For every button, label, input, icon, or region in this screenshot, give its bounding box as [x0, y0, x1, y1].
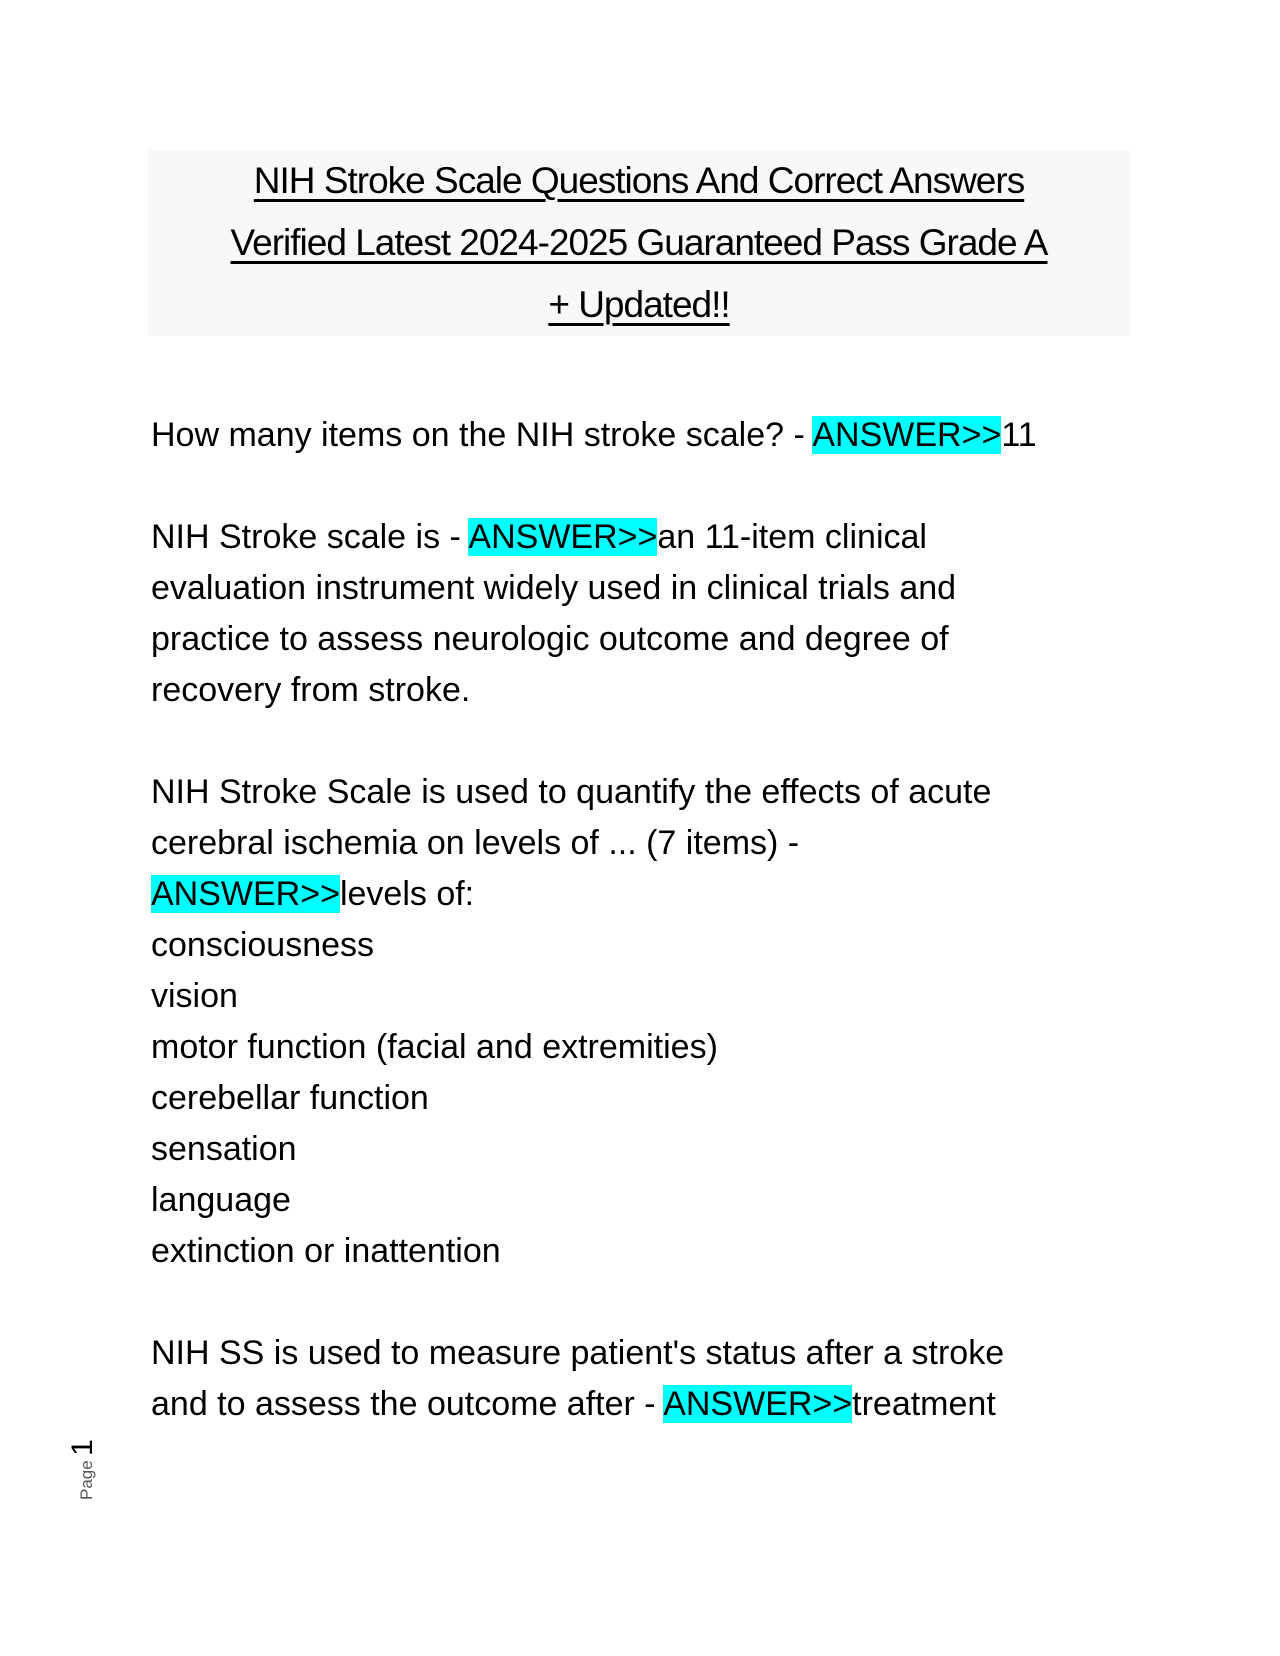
answer-marker: ANSWER>> [812, 416, 1002, 454]
answer-text-line: recovery from stroke. [151, 671, 471, 709]
page-label: Page [77, 1460, 96, 1500]
answer-marker: ANSWER>> [468, 518, 658, 556]
question-3-line: cerebral ischemia on levels of ... (7 items) - [151, 824, 800, 862]
answer-marker: ANSWER>> [663, 1385, 853, 1423]
answer-text: treatment [852, 1385, 996, 1423]
question-4: and to assess the outcome after - ANSWER>>treatment [151, 1385, 996, 1423]
list-item: consciousness [151, 926, 375, 964]
answer-text: an 11-item clinical [657, 518, 927, 556]
question-2: NIH Stroke scale is - ANSWER>>an 11-item clinical [151, 518, 927, 556]
answer-text-line: practice to assess neurologic outcome and degree of [151, 620, 949, 658]
title-line-3: + Updated!! [548, 284, 730, 325]
page-number [66, 1439, 100, 1500]
question-1: How many items on the NIH stroke scale? - ANSWER>>11 [151, 416, 1037, 454]
list-item: language [151, 1181, 291, 1219]
answer-text: 11 [1001, 416, 1037, 454]
title-line-1: NIH Stroke Scale Questions And Correct Answers [253, 160, 1025, 201]
document-body [151, 410, 1037, 1430]
list-item: cerebellar function [151, 1079, 429, 1117]
question-4-line: NIH SS is used to measure patient's status after a stroke [151, 1334, 1005, 1372]
answer-marker: ANSWER>> [151, 875, 340, 913]
answer-text-line: evaluation instrument widely used in clinical trials and [151, 569, 957, 607]
title-line-2: Verified Latest 2024-2025 Guaranteed Pass Grade A [230, 222, 1048, 263]
question-3-line: NIH Stroke Scale is used to quantify the effects of acute [151, 773, 992, 811]
page-number-value: 1 [66, 1439, 99, 1456]
list-item: motor function (facial and extremities) [151, 1028, 718, 1066]
document-title [148, 150, 1130, 336]
list-item: extinction or inattention [151, 1232, 501, 1270]
list-item: vision [151, 977, 238, 1015]
list-item: sensation [151, 1130, 297, 1168]
answer-3: ANSWER>>levels of: [151, 875, 475, 913]
